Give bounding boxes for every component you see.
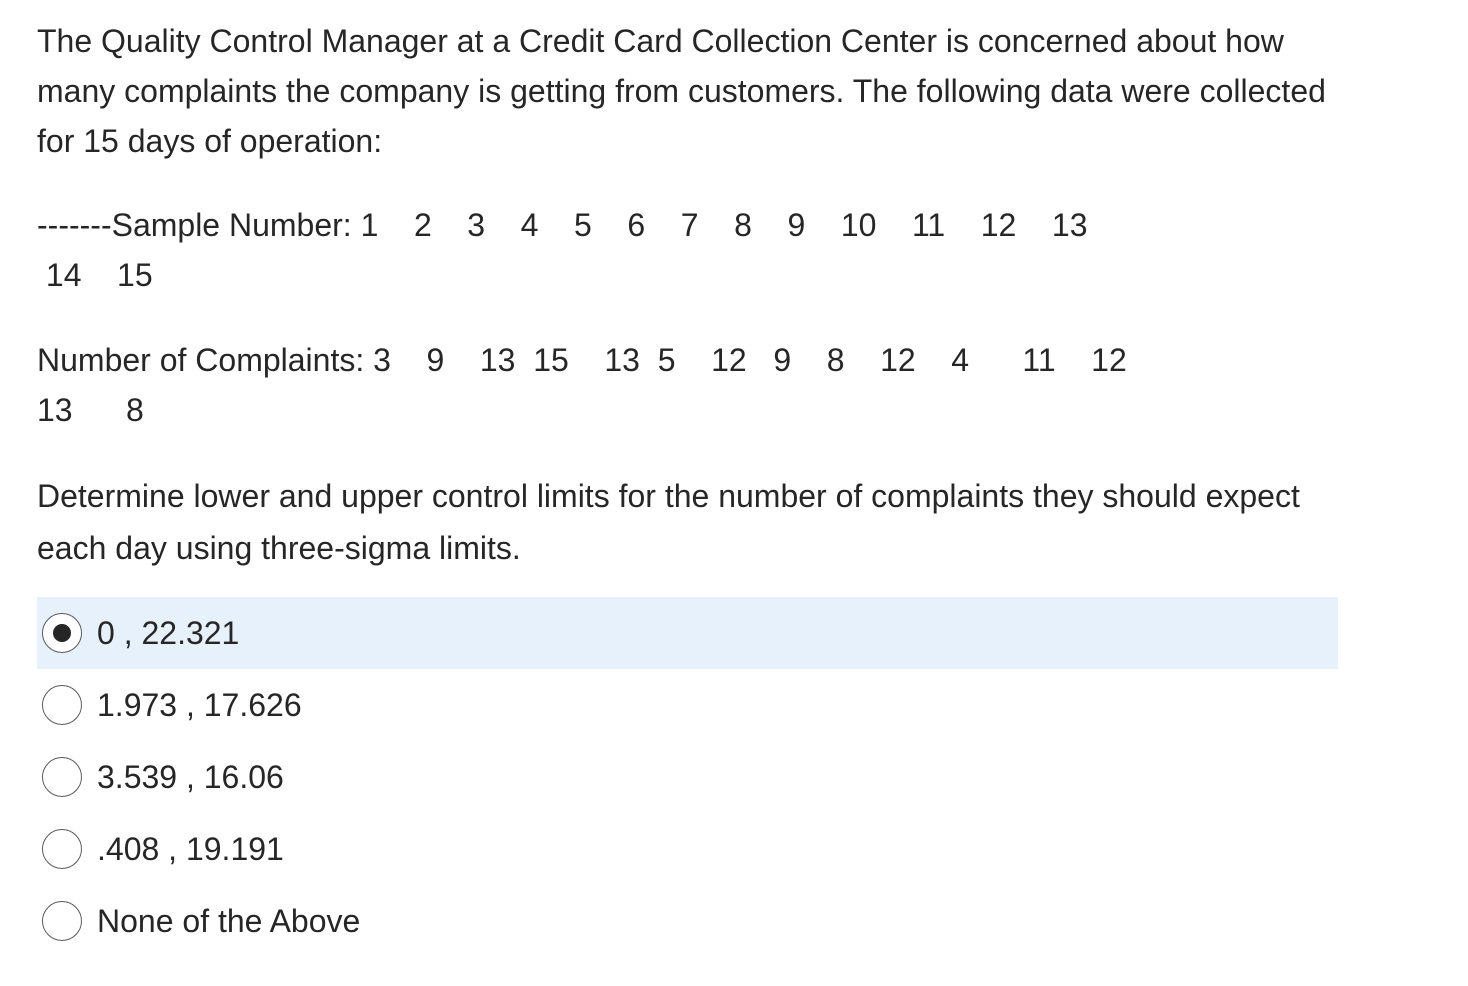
question-prompt: Determine lower and upper control limits for the number of complaints they should expect each day using three-sigma limits. — [37, 478, 1300, 566]
sample-number-line-1: -------Sample Number: 1 2 3 4 5 6 7 8 9 10 11 12 13 — [37, 207, 1088, 243]
answer-option-5[interactable] — [37, 885, 1338, 957]
complaints-row — [37, 335, 1357, 435]
radio-button[interactable] — [42, 685, 82, 725]
radio-button-selected[interactable] — [42, 613, 82, 653]
answer-option-3[interactable] — [37, 741, 1338, 813]
answer-option-label: None of the Above — [97, 902, 361, 939]
complaints-line-2: 13 8 — [37, 392, 144, 428]
answer-option-1[interactable] — [37, 597, 1338, 669]
radio-button[interactable] — [42, 829, 82, 869]
answer-option-2[interactable] — [37, 669, 1338, 741]
complaints-line-1: Number of Complaints: 3 9 13 15 13 5 12 9 8 12 4 11 12 — [37, 342, 1127, 378]
radio-button[interactable] — [42, 901, 82, 941]
answer-option-label: .408 , 19.191 — [97, 830, 284, 867]
answer-option-label: 1.973 , 17.626 — [97, 686, 302, 723]
answer-option-4[interactable] — [37, 813, 1338, 885]
question-intro-text: The Quality Control Manager at a Credit Card Collection Center is concerned about how many complaints the company is getting from customers. The following data were collected for 15 days of operation: — [37, 23, 1326, 159]
answer-options — [37, 597, 1338, 957]
sample-number-line-2: 14 15 — [37, 257, 153, 293]
answer-option-label: 0 , 22.321 — [97, 614, 240, 651]
question-intro — [37, 16, 1337, 166]
sample-number-row — [37, 200, 1357, 300]
radio-button[interactable] — [42, 757, 82, 797]
answer-option-label: 3.539 , 16.06 — [97, 758, 284, 795]
